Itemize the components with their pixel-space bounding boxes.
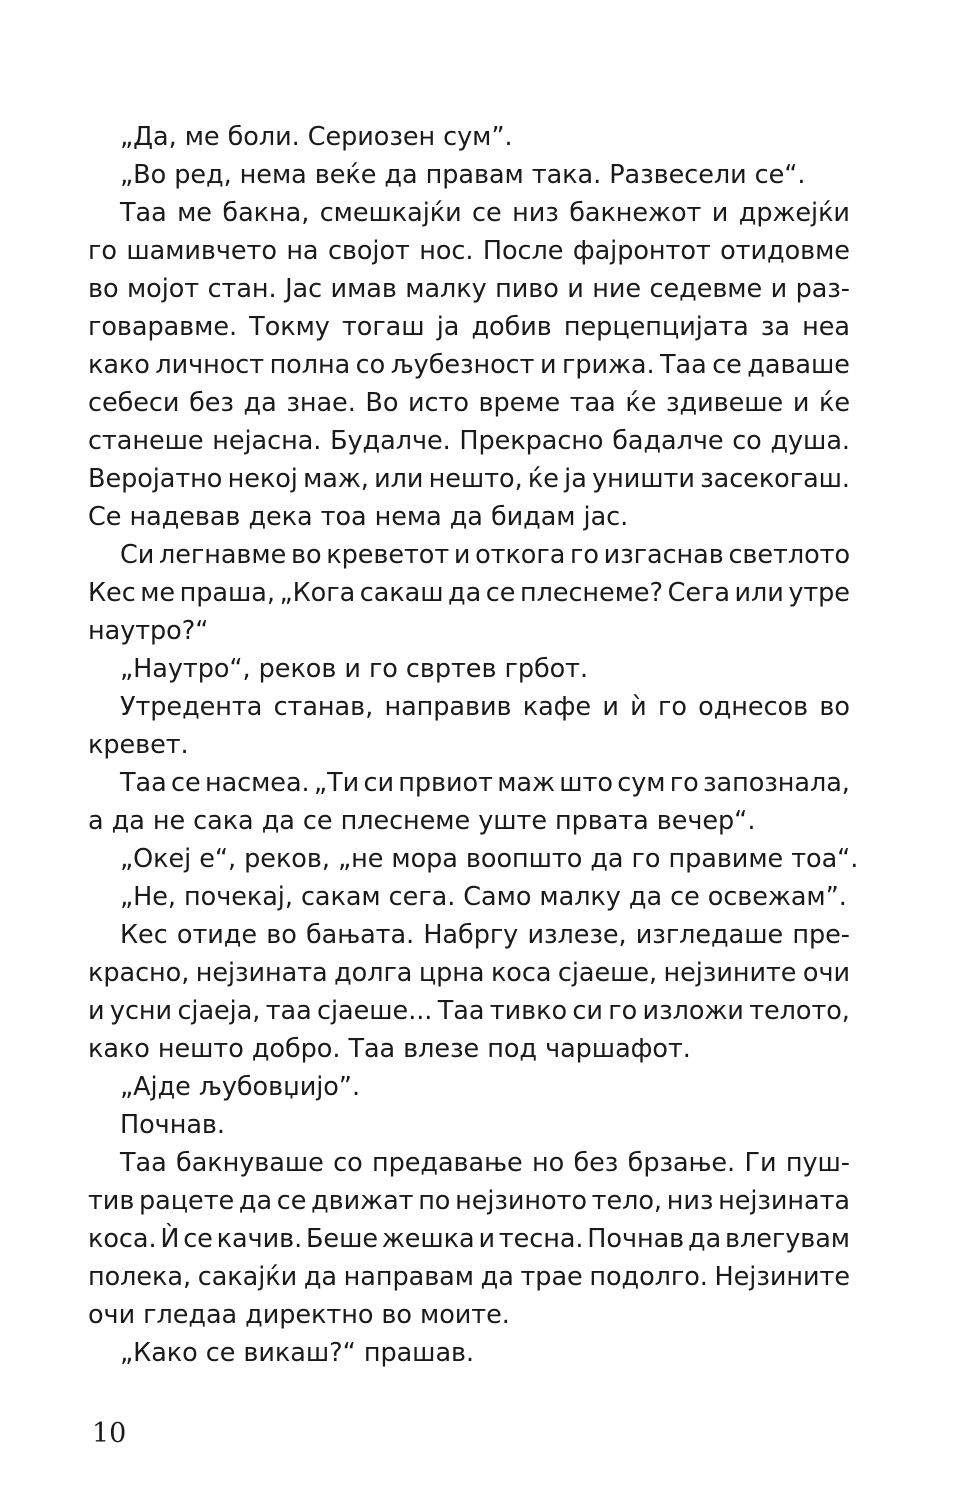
- text-word: очи: [802, 958, 850, 988]
- text-word: се: [712, 350, 742, 380]
- text-word: стан.: [207, 274, 277, 304]
- text-word: мојот: [126, 274, 200, 304]
- text-word: тивко: [489, 996, 568, 1026]
- text-word: таа: [569, 388, 616, 418]
- text-word: бањата.: [305, 920, 415, 950]
- text-word: запознала,: [703, 768, 850, 798]
- text-word: сакајќи: [197, 1262, 298, 1292]
- text-word: Будалче.: [330, 426, 451, 456]
- text-word: бакнежот: [569, 198, 702, 228]
- text-word: низ: [512, 198, 559, 228]
- text-word: но: [531, 1148, 565, 1178]
- text-word: се: [472, 198, 502, 228]
- text-word: во: [88, 274, 119, 304]
- text-word: време: [478, 388, 561, 418]
- text-word: Токму: [249, 312, 330, 342]
- text-word: без: [189, 388, 234, 418]
- text-word: тело,: [591, 1186, 662, 1216]
- text-word: усни: [109, 996, 173, 1026]
- text-word: за: [760, 312, 790, 342]
- text-word: го: [608, 996, 638, 1026]
- text-word: знае.: [286, 388, 356, 418]
- text-word: ќе: [818, 388, 850, 418]
- text-word: нејзината: [195, 958, 328, 988]
- text-line: [88, 1182, 850, 1220]
- text-word: во: [819, 692, 850, 722]
- text-word: Таа: [120, 1148, 167, 1178]
- text-word: како: [88, 350, 150, 380]
- text-word: се: [276, 1186, 307, 1216]
- text-word: првиот: [398, 768, 493, 798]
- text-word: се: [171, 768, 201, 798]
- text-word: во: [266, 920, 297, 950]
- text-word: неа: [802, 312, 850, 342]
- text-line: „Како се викаш?“ прашав.: [120, 1338, 475, 1368]
- text-word: црна: [418, 958, 485, 988]
- text-word: без: [573, 1148, 619, 1178]
- text-line: [88, 422, 850, 460]
- text-word: Набргу: [423, 920, 519, 950]
- text-word: ја: [436, 312, 460, 342]
- text-word: изгаснав: [603, 540, 724, 570]
- text-word: и: [602, 692, 619, 722]
- text-line: [88, 1220, 850, 1258]
- text-line: кревет.: [88, 730, 189, 760]
- text-word: да: [480, 1262, 514, 1292]
- text-word: со: [355, 350, 386, 380]
- text-word: сакаш: [359, 578, 444, 608]
- text-word: се: [183, 1224, 213, 1254]
- text-word: брзање.: [627, 1148, 736, 1178]
- text-word: тесна.: [498, 1224, 584, 1254]
- text-line: [88, 232, 850, 270]
- text-word: некој: [227, 464, 298, 494]
- text-word: ѝ: [630, 692, 647, 722]
- text-word: сум: [617, 768, 666, 798]
- text-word: држејќи: [738, 198, 850, 228]
- text-line: [88, 536, 850, 574]
- body-text-block: [88, 118, 859, 1372]
- text-word: или: [734, 578, 784, 608]
- text-word: станеше: [88, 426, 204, 456]
- text-word: сјаеја,: [177, 996, 261, 1026]
- text-word: Веројатно: [88, 464, 223, 494]
- text-word: да: [688, 1224, 722, 1254]
- text-line: како нешто добро. Таа влезе под чаршафот.: [88, 1034, 691, 1064]
- text-word: ние: [592, 274, 642, 304]
- text-word: и: [711, 198, 729, 228]
- text-word: отиде: [176, 920, 257, 950]
- text-word: перцепцијата: [563, 312, 749, 342]
- text-word: красно,: [88, 958, 190, 988]
- text-word: жешка: [381, 1224, 475, 1254]
- text-word: насмеа.: [204, 768, 310, 798]
- text-word: Си: [120, 540, 155, 570]
- text-word: качив.: [216, 1224, 303, 1254]
- text-word: со: [732, 426, 762, 456]
- text-line: [88, 574, 850, 612]
- text-word: шамивчето: [126, 236, 277, 266]
- text-word: полека,: [88, 1262, 192, 1292]
- text-word: пуш-: [785, 1148, 850, 1178]
- text-word: легнавме: [159, 540, 287, 570]
- text-word: си: [363, 768, 394, 798]
- text-word: ја: [564, 464, 587, 494]
- text-word: отидовме: [720, 236, 850, 266]
- text-word: движат: [311, 1186, 414, 1216]
- text-word: и: [88, 996, 105, 1026]
- text-word: коса.: [88, 1224, 157, 1254]
- text-word: себеси: [88, 388, 180, 418]
- text-line: „Не, почекај, сакам сега. Само малку да се освежам”.: [120, 882, 847, 912]
- text-word: станав,: [273, 692, 374, 722]
- text-word: влегувам: [725, 1224, 850, 1254]
- text-line: [88, 764, 850, 802]
- text-word: да: [238, 1186, 273, 1216]
- text-word: Ѝ: [160, 1224, 180, 1254]
- text-word: предавање: [372, 1148, 523, 1178]
- text-word: седевме: [649, 274, 763, 304]
- text-word: Почнав: [587, 1224, 685, 1254]
- text-word: телото,: [749, 996, 850, 1026]
- text-line: [88, 308, 850, 346]
- text-word: Јас: [285, 274, 323, 304]
- text-line: [88, 1144, 850, 1182]
- text-word: душа.: [770, 426, 850, 456]
- text-word: Прекрасно: [459, 426, 604, 456]
- text-word: утре: [788, 578, 850, 608]
- text-word: говаравме.: [88, 312, 238, 342]
- text-word: и: [539, 350, 557, 380]
- text-word: го: [88, 236, 117, 266]
- text-word: направам: [343, 1262, 474, 1292]
- text-word: нејзиното: [455, 1186, 587, 1216]
- text-word: да: [448, 578, 482, 608]
- text-word: да: [303, 1262, 337, 1292]
- text-word: Сега: [667, 578, 730, 608]
- text-word: тив: [88, 1186, 135, 1216]
- text-word: подолго.: [589, 1262, 708, 1292]
- text-word: Нејзините: [714, 1262, 850, 1292]
- text-word: долга: [334, 958, 413, 988]
- text-word: здивеше: [666, 388, 784, 418]
- text-word: и: [478, 1224, 495, 1254]
- text-word: Таа: [660, 350, 707, 380]
- text-line: „Наутро“, реков и го свртев грбот.: [120, 654, 589, 684]
- text-word: или: [374, 464, 424, 494]
- text-word: „Ти: [313, 768, 360, 798]
- text-word: Таа: [437, 996, 485, 1026]
- text-word: нешто,: [428, 464, 523, 494]
- text-word: рацете: [139, 1186, 235, 1216]
- text-word: ќе: [527, 464, 559, 494]
- text-line: „Во ред, нема веќе да правам така. Развесели се“.: [120, 160, 806, 190]
- text-word: однесов: [698, 692, 809, 722]
- text-line: [88, 194, 850, 232]
- text-word: имав: [330, 274, 397, 304]
- text-word: ме: [177, 198, 212, 228]
- text-word: сјаеше,: [557, 958, 658, 988]
- text-word: направив: [384, 692, 512, 722]
- text-word: плеснеме?: [519, 578, 664, 608]
- text-line: [88, 992, 850, 1030]
- text-word: сјаеше...: [317, 996, 433, 1026]
- text-word: и: [770, 274, 788, 304]
- text-word: креветот: [326, 540, 450, 570]
- text-word: го: [570, 540, 599, 570]
- text-word: исто: [408, 388, 469, 418]
- text-word: ќе: [625, 388, 657, 418]
- text-word: и: [453, 540, 471, 570]
- text-line: „Да, ме боли. Сериозен сум”.: [120, 122, 513, 152]
- text-word: откога: [475, 540, 566, 570]
- text-line: [88, 954, 850, 992]
- text-word: пре-: [792, 920, 850, 950]
- text-word: коса: [490, 958, 552, 988]
- text-line: „Океј е“, реков, „не мора воопшто да го правиме тоа“.: [120, 844, 859, 874]
- text-word: Таа: [120, 768, 167, 798]
- text-word: грижа.: [561, 350, 655, 380]
- text-word: и: [567, 274, 584, 304]
- text-word: бакнуваше: [176, 1148, 324, 1178]
- text-word: и: [792, 388, 810, 418]
- text-word: „Кога: [279, 578, 356, 608]
- text-word: трае: [520, 1262, 583, 1292]
- text-line: наутро?“: [88, 616, 209, 646]
- text-word: уништи: [592, 464, 695, 494]
- text-word: пиво: [495, 274, 559, 304]
- text-word: добив: [471, 312, 552, 342]
- text-word: Кес: [120, 920, 168, 950]
- text-word: нејзината: [718, 1186, 850, 1216]
- text-line: Почнав.: [120, 1110, 225, 1140]
- text-line: „Ајде љубовџијо”.: [120, 1072, 361, 1102]
- text-word: нос.: [419, 236, 474, 266]
- text-word: маж: [497, 768, 555, 798]
- text-line: [88, 688, 850, 726]
- text-word: Утредента: [120, 692, 263, 722]
- text-word: ме: [140, 578, 176, 608]
- text-word: маж,: [303, 464, 369, 494]
- text-word: љубезност: [390, 350, 535, 380]
- text-word: го: [657, 692, 687, 722]
- text-word: светлото: [728, 540, 850, 570]
- text-word: си: [572, 996, 603, 1026]
- text-word: раз-: [795, 274, 850, 304]
- text-word: изгледаше: [635, 920, 784, 950]
- text-word: го: [669, 768, 699, 798]
- text-word: бакна,: [222, 198, 310, 228]
- text-word: изложи: [642, 996, 744, 1026]
- text-word: малку: [405, 274, 487, 304]
- text-word: да: [243, 388, 277, 418]
- text-word: низ: [666, 1186, 714, 1216]
- text-line: а да не сака да се плеснеме уште првата вечер“.: [88, 806, 756, 836]
- text-word: Беше: [305, 1224, 378, 1254]
- text-word: со: [333, 1148, 363, 1178]
- page-number: 10: [92, 1418, 127, 1449]
- text-word: Кес: [88, 578, 136, 608]
- text-word: праша,: [179, 578, 275, 608]
- text-word: се: [485, 578, 516, 608]
- text-word: Таа: [120, 198, 167, 228]
- text-word: во: [290, 540, 322, 570]
- text-line: [88, 384, 850, 422]
- text-word: кафе: [522, 692, 592, 722]
- text-word: фајронтот: [572, 236, 711, 266]
- text-word: тогаш: [341, 312, 425, 342]
- text-line: [88, 270, 850, 308]
- text-word: засекогаш.: [700, 464, 850, 494]
- text-word: Ги: [744, 1148, 777, 1178]
- text-word: на: [286, 236, 319, 266]
- text-word: нејзините: [663, 958, 797, 988]
- text-word: нејасна.: [212, 426, 322, 456]
- text-line: [88, 916, 850, 954]
- text-word: личност: [155, 350, 265, 380]
- text-word: полна: [269, 350, 351, 380]
- text-word: таа: [265, 996, 312, 1026]
- text-word: бадалче: [612, 426, 724, 456]
- text-word: Во: [365, 388, 399, 418]
- text-word: излезе,: [527, 920, 627, 950]
- text-line: [88, 346, 850, 384]
- text-word: даваше: [747, 350, 850, 380]
- text-line: Се надевав дека тоа нема да бидам јас.: [88, 502, 629, 532]
- text-line: очи гледаа директно во моите.: [88, 1300, 510, 1330]
- text-line: [88, 460, 850, 498]
- text-word: смешкајќи: [319, 198, 462, 228]
- text-word: што: [559, 768, 613, 798]
- text-word: После: [482, 236, 564, 266]
- text-word: својот: [327, 236, 410, 266]
- text-word: по: [418, 1186, 451, 1216]
- text-line: [88, 1258, 850, 1296]
